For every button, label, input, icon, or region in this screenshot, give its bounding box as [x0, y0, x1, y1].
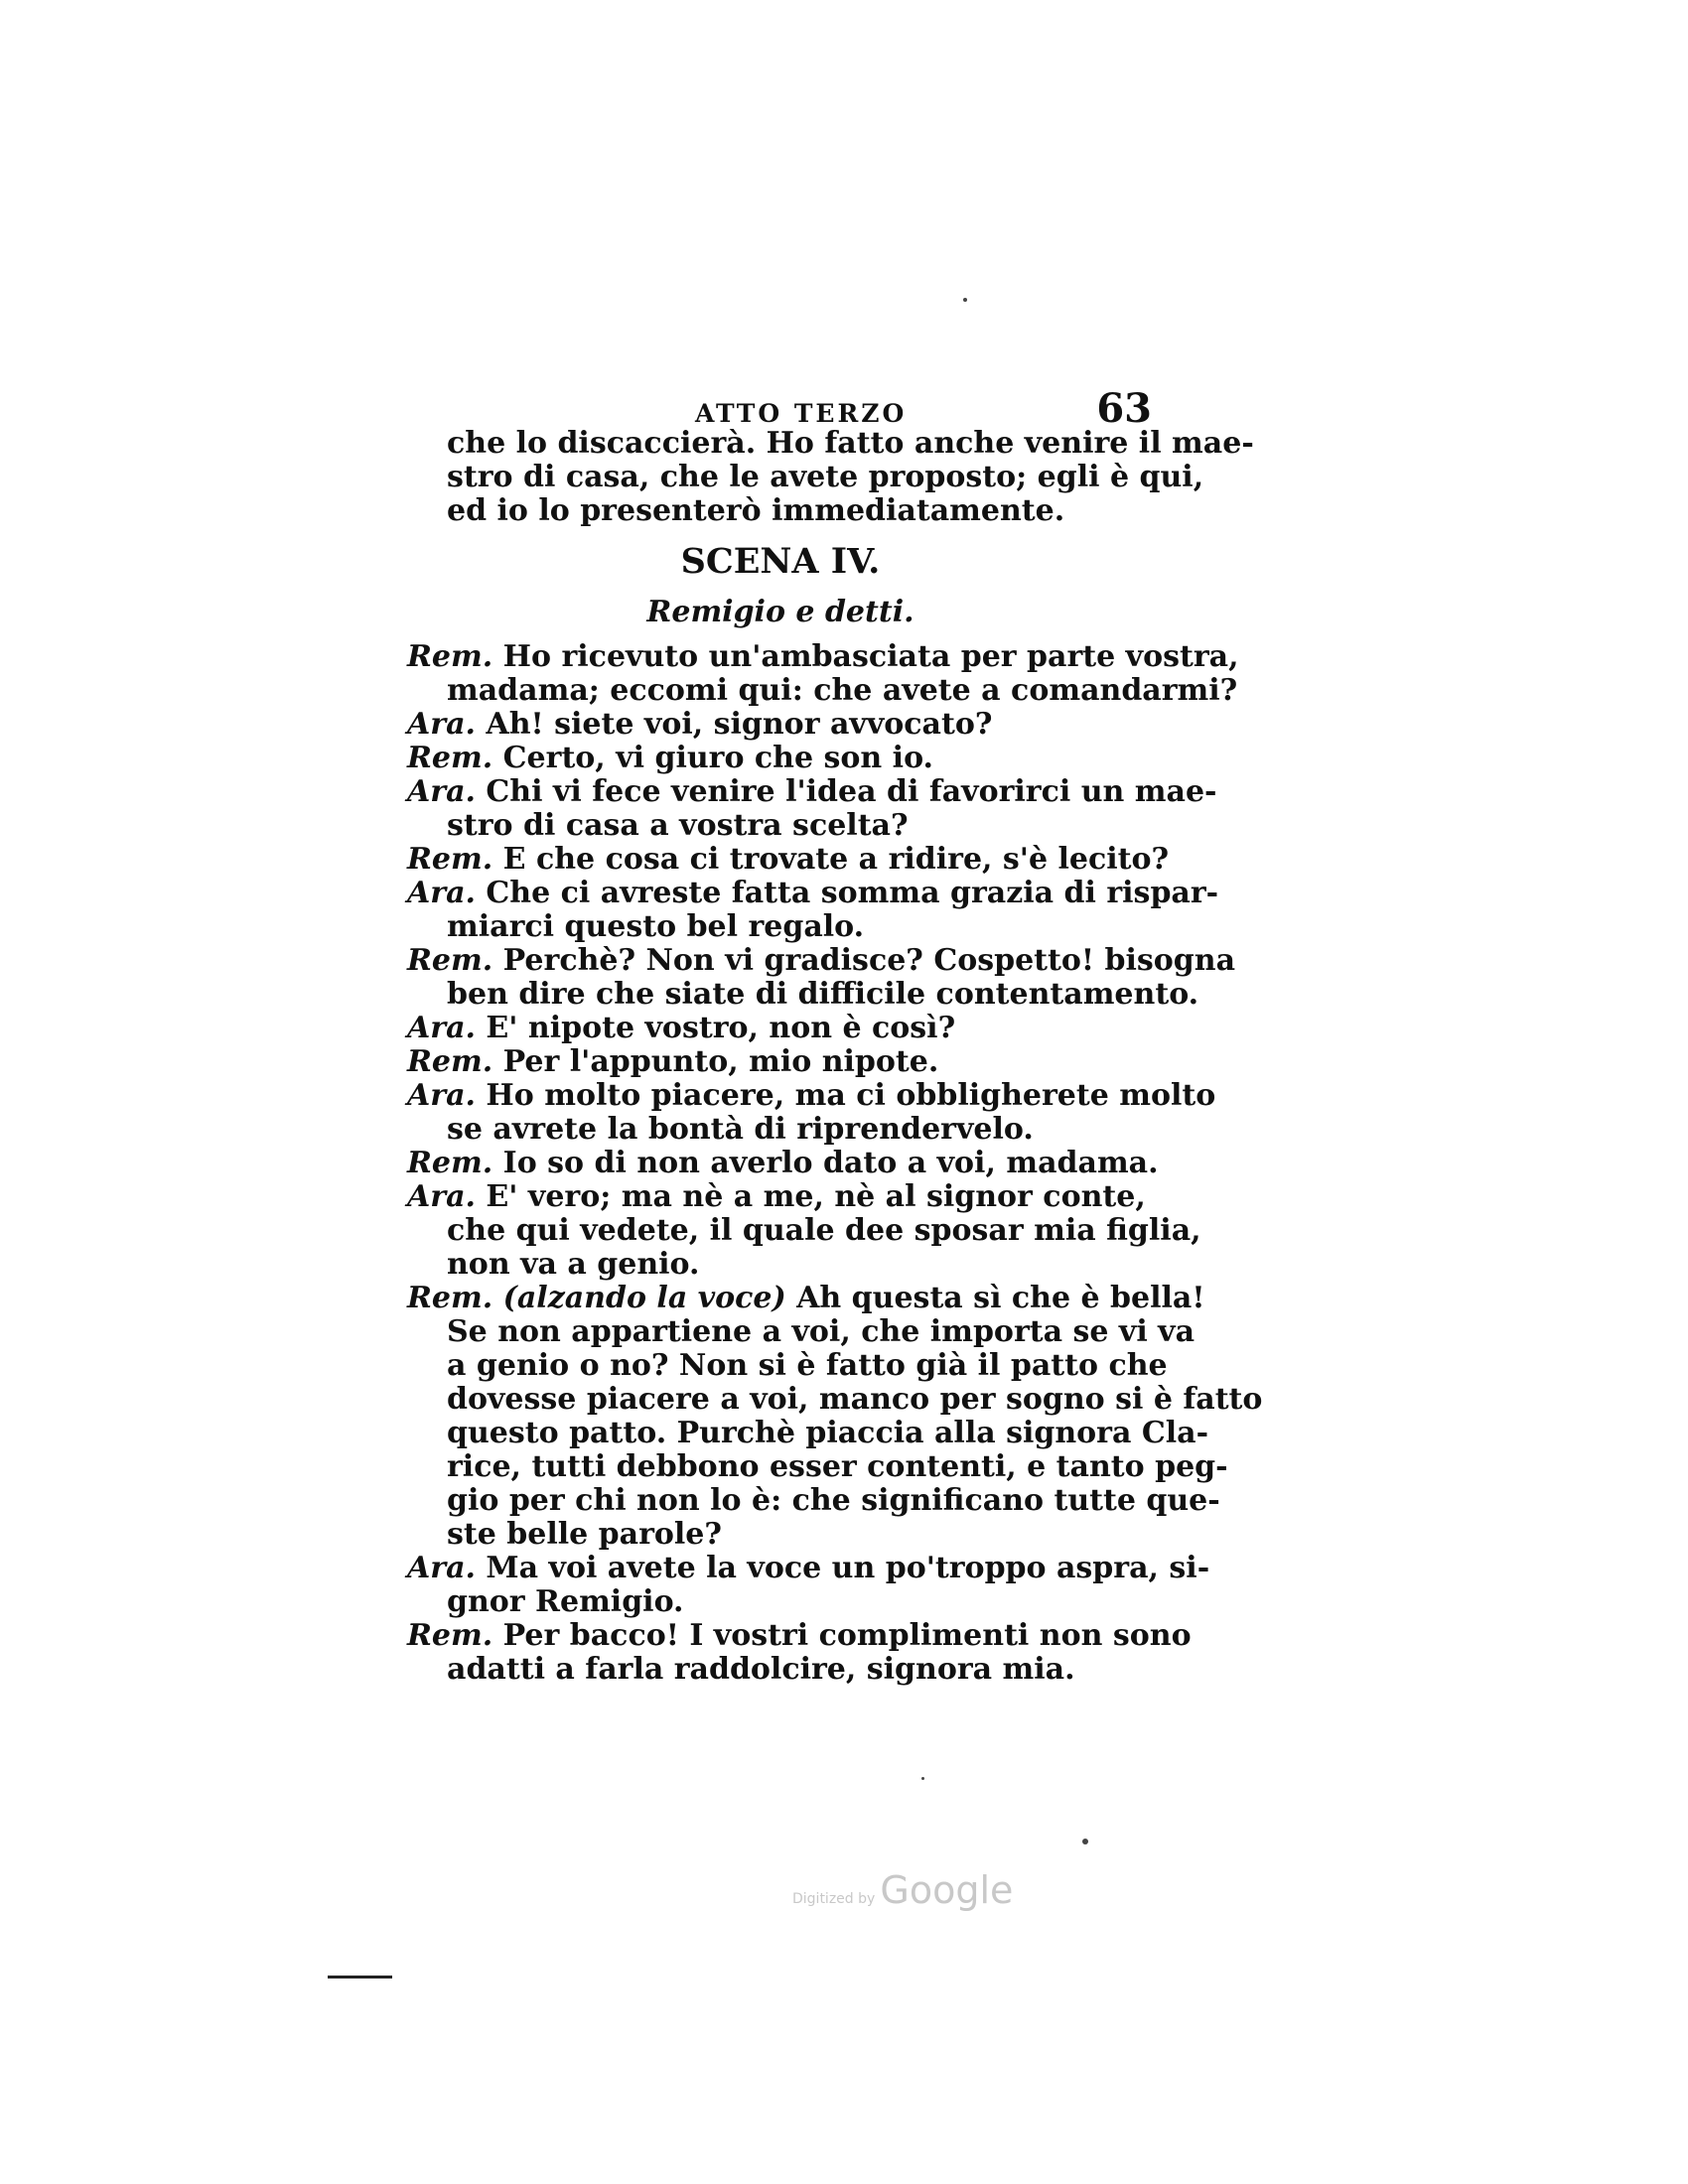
- speech-continuation-line: Se non appartiene a voi, che importa se vi va: [447, 1314, 1196, 1349]
- speech-text: E' vero; ma nè a me, nè al signor conte,: [486, 1179, 1146, 1214]
- speech-first-line: [407, 1618, 1192, 1653]
- speech-first-line: [407, 1180, 1154, 1214]
- speech-first-line: [407, 1146, 1159, 1180]
- speech-first-line: [407, 1551, 1210, 1585]
- speech-block: [407, 1012, 1154, 1045]
- speech-block: [407, 708, 1154, 742]
- speech-text: Per bacco! I vostri complimenti non sono: [502, 1618, 1192, 1653]
- speech-continuation-line: ben dire che siate di difficile contentamento.: [447, 977, 1199, 1012]
- speech-first-line: [407, 943, 1236, 978]
- speech-first-line: [407, 1281, 1205, 1315]
- speech-text: Ma voi avete la voce un po'troppo aspra, si-: [486, 1551, 1210, 1585]
- scan-speck: [1082, 1839, 1088, 1844]
- speech-continuation-line: ste belle parole?: [447, 1517, 722, 1552]
- speaker-label: Rem.: [407, 1618, 493, 1653]
- speech-block: [407, 742, 1154, 775]
- speaker-label: Ara.: [407, 1011, 476, 1045]
- speech-continuation-line: stro di casa a vostra scelta?: [447, 808, 909, 843]
- speech-first-line: [407, 1045, 1154, 1079]
- speech-continuation-line: gnor Remigio.: [447, 1584, 684, 1619]
- speech-continuation-line: non va a genio.: [447, 1247, 700, 1282]
- scan-speck: [921, 1777, 924, 1780]
- speech-continuation-line: rice, tutti debbono esser contenti, e tanto peg-: [447, 1449, 1228, 1484]
- scan-mark: [328, 1976, 392, 1979]
- speech-continuation-line: gio per chi non lo è: che significano tutte que-: [447, 1483, 1220, 1518]
- speech-text: E' nipote vostro, non è così?: [486, 1011, 956, 1045]
- speech-continuation-line: che qui vedete, il quale dee sposar mia figlia,: [447, 1213, 1201, 1248]
- speech-block: [407, 1045, 1154, 1079]
- page-body: [407, 426, 1263, 1687]
- speech-text: Ho ricevuto un'ambasciata per parte vostra,: [502, 639, 1239, 674]
- speech-first-line: [407, 639, 1239, 674]
- speaker-label: Ara.: [407, 1551, 476, 1585]
- speech-text: Certo, vi giuro che son io.: [502, 741, 934, 775]
- digitized-watermark: [792, 1868, 1013, 1912]
- scan-speck: [963, 298, 967, 302]
- scene-title: SCENA IV.: [680, 541, 881, 582]
- speech-continuation-line: questo patto. Purchè piaccia alla signora Cla-: [447, 1416, 1209, 1450]
- speech-text: Io so di non averlo dato a voi, madama.: [502, 1146, 1159, 1180]
- speech-block: [407, 842, 1170, 877]
- speech-block: [407, 1179, 1201, 1282]
- watermark-logo: Google: [880, 1868, 1014, 1912]
- speech-block: [407, 1078, 1216, 1147]
- speech-first-line: [407, 1078, 1216, 1113]
- speech-continuation-line: dovesse piacere a voi, manco per sogno si è fatto: [447, 1382, 1263, 1417]
- speech-continuation-line: adatti a farla raddolcire, signora mia.: [447, 1652, 1075, 1687]
- speech-text: E che cosa ci trovate a ridire, s'è lecito?: [502, 842, 1170, 877]
- speech-continuation-line: miarci questo bel regalo.: [447, 909, 865, 944]
- speech-text: Per l'appunto, mio nipote.: [502, 1044, 939, 1079]
- page-number: 63: [1096, 385, 1152, 432]
- running-title: ATTO TERZO: [695, 399, 908, 428]
- speech-block: [407, 1618, 1192, 1687]
- speech-first-line: [407, 1012, 1154, 1045]
- speaker-label: Rem.: [407, 1146, 493, 1180]
- speech-first-line: [407, 842, 1170, 877]
- speech-first-line: [407, 876, 1219, 910]
- text-line: che lo discaccierà. Ho fatto anche venire il mae-: [447, 426, 1254, 461]
- speech-block: [407, 1551, 1210, 1619]
- speaker-label: Rem.: [407, 639, 493, 674]
- speech-text: Ho molto piacere, ma ci obbligherete molto: [486, 1078, 1216, 1113]
- stage-direction: (alzando la voce): [502, 1281, 786, 1315]
- speech-first-line: [407, 742, 1154, 775]
- speaker-label: Ara.: [407, 707, 476, 742]
- speech-text: Chi vi fece venire l'idea di favorirci un mae-: [486, 774, 1217, 809]
- text-line: stro di casa, che le avete proposto; egli è qui,: [447, 460, 1204, 494]
- scene-characters: Remigio e detti.: [646, 595, 914, 629]
- speaker-label: Rem.: [407, 943, 493, 978]
- speech-block: [407, 774, 1217, 843]
- dialogue: [407, 639, 1263, 1687]
- speaker-label: Rem.: [407, 842, 493, 877]
- speaker-label: Rem.: [407, 1044, 493, 1079]
- speech-continuation-line: se avrete la bontà di riprendervelo.: [447, 1112, 1034, 1147]
- speech-text: Ah questa sì che è bella!: [796, 1281, 1205, 1315]
- text-line: ed io lo presenterò immediatamente.: [447, 493, 1065, 528]
- speech-text: Ah! siete voi, signor avvocato?: [486, 707, 993, 742]
- speaker-label: Ara.: [407, 1179, 476, 1214]
- speech-first-line: [407, 774, 1217, 809]
- speaker-label: Rem.: [407, 741, 493, 775]
- speech-block: [407, 1281, 1263, 1552]
- speech-block: [407, 1146, 1159, 1180]
- speech-text: Perchè? Non vi gradisce? Cospetto! bisogna: [502, 943, 1236, 978]
- speech-block: [407, 943, 1236, 1012]
- speaker-label: Ara.: [407, 774, 476, 809]
- speech-block: [407, 639, 1239, 708]
- speech-block: [407, 876, 1219, 944]
- speech-continuation-line: madama; eccomi qui: che avete a comandarmi?: [447, 673, 1238, 708]
- speech-continuation-line: a genio o no? Non si è fatto già il patto che: [447, 1348, 1168, 1383]
- watermark-small: Digitized by: [792, 1891, 876, 1907]
- speaker-label: Rem.: [407, 1281, 493, 1315]
- speaker-label: Ara.: [407, 1078, 476, 1113]
- speech-first-line: [407, 708, 1154, 742]
- speech-text: Che ci avreste fatta somma grazia di rispar-: [486, 876, 1219, 910]
- speaker-label: Ara.: [407, 876, 476, 910]
